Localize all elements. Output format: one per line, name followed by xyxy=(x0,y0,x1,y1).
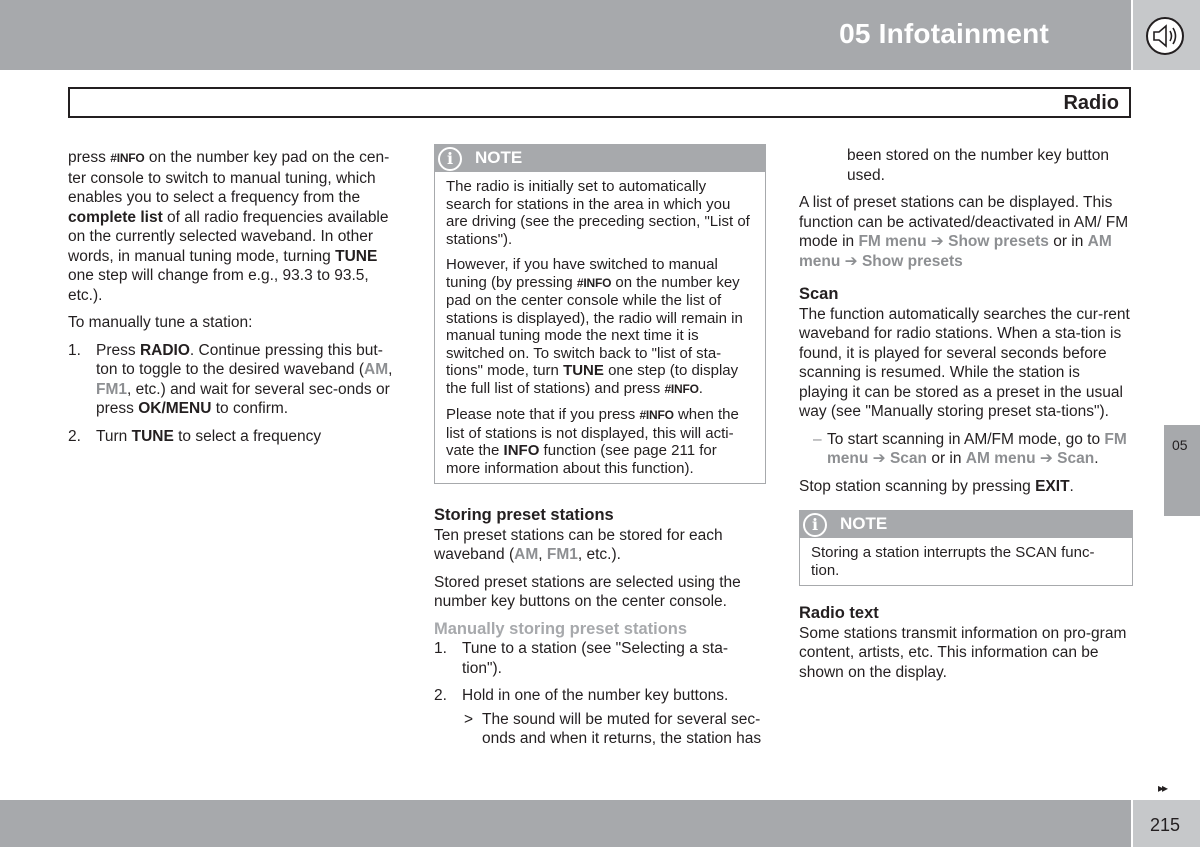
info-key-label: #INFO xyxy=(576,275,612,290)
text: when the list of stations is not displayed, this will acti-vate the xyxy=(446,406,739,459)
text: press xyxy=(68,149,106,166)
text: Hold in one of the number key buttons. xyxy=(462,687,729,704)
text: one step will change from e.g., 93.3 to 93.5, etc.). xyxy=(68,267,369,304)
text: To start scanning in AM/FM mode, go to xyxy=(827,430,1105,448)
scan-heading: Scan xyxy=(799,285,839,303)
chapter-header-bar xyxy=(0,0,1131,70)
note-paragraph xyxy=(446,256,754,398)
column-2 xyxy=(434,144,766,757)
text: one step (to display the full list of stations) and press xyxy=(446,362,739,397)
text: . xyxy=(1094,450,1099,467)
waveband-term: AM xyxy=(364,361,389,378)
page-number: 215 xyxy=(1150,815,1181,835)
menu-term: Show presets xyxy=(861,252,963,270)
list-item xyxy=(68,341,402,419)
footer-bar xyxy=(0,800,1131,847)
info-key-label: #INFO xyxy=(664,381,699,396)
info-key-label: #INFO xyxy=(639,408,674,422)
bold-term: EXIT xyxy=(1035,477,1070,495)
note-paragraph: Storing a station interrupts the SCAN func-tion. xyxy=(811,544,1095,579)
bold-term: TUNE xyxy=(563,362,604,379)
text: Press xyxy=(96,341,140,359)
storing-paragraph: Stored preset stations are selected using the number key buttons on the center console. xyxy=(434,573,741,610)
bold-term: OK/MENU xyxy=(138,400,212,417)
menu-term: FM menu xyxy=(827,430,1127,467)
stop-scan-paragraph xyxy=(799,477,1133,497)
info-icon: i xyxy=(803,513,827,537)
chapter-title: 05 Infotainment xyxy=(839,18,1049,49)
section-title: Radio xyxy=(1063,92,1119,114)
text: Tune to a station (see "Selecting a sta-tion"). xyxy=(462,640,728,677)
manual-tune-steps xyxy=(68,341,402,447)
menu-term: Show presets xyxy=(948,233,1049,250)
note-label: NOTE xyxy=(475,148,523,167)
side-tab-label: 05 xyxy=(1172,437,1188,453)
result-marker: > xyxy=(464,710,474,728)
note-body xyxy=(435,172,765,483)
note-header xyxy=(435,145,765,172)
text: function (see page 211 for more information about this function). xyxy=(446,442,717,477)
bold-term: INFO xyxy=(503,442,540,459)
waveband-term: AM xyxy=(514,546,539,563)
waveband-term: FM1 xyxy=(96,380,127,398)
info-key-label: #INFO xyxy=(110,151,145,165)
menu-term: AM menu xyxy=(799,233,1112,270)
text: on the number key pad on the center console while the list of stations is displayed), the radio will remain in manual tuning mode the next time it is switched on. To switch back to "list of sta-tions" mode, turn xyxy=(446,273,743,379)
text: A list of preset stations can be displayed. This function can be activated/deactivated in AM/ FM mode in xyxy=(799,194,1129,250)
text: Ten preset stations can be stored for each waveband ( xyxy=(434,526,723,563)
bold-term: TUNE xyxy=(335,247,378,265)
section-bar xyxy=(68,87,1131,118)
manual-tune-intro: To manually tune a station: xyxy=(68,314,253,331)
note-body xyxy=(800,538,1132,585)
result-note xyxy=(434,710,766,749)
column-3 xyxy=(799,146,1133,690)
text: , etc.) and wait for several sec-onds or press xyxy=(96,380,390,417)
info-icon: i xyxy=(438,147,462,171)
list-item xyxy=(434,639,766,678)
bold-term: TUNE xyxy=(131,427,174,445)
text: of all radio frequencies available on the currently selected waveband. In other words, in manual tuning mode, turning xyxy=(68,208,389,265)
menu-arrow: ➔ xyxy=(1039,450,1053,467)
chapter-side-tab xyxy=(1164,425,1200,516)
menu-term: FM menu xyxy=(858,233,927,250)
text: The sound will be muted for several sec-onds and when it returns, the station has xyxy=(482,710,762,747)
continued-marker: ▸▸ xyxy=(1158,781,1167,795)
text: . Continue pressing this but-ton to toggle to the desired waveband ( xyxy=(96,341,383,378)
column-1 xyxy=(68,148,402,454)
note-paragraph: The radio is initially set to automatically search for stations in the area in which you are driving (see the preceding section, "List of stations"). xyxy=(446,178,750,248)
storing-presets-heading: Storing preset stations xyxy=(434,506,614,524)
text: , xyxy=(538,546,547,563)
note-box xyxy=(434,144,766,484)
scan-paragraph: The function automatically searches the cur-rent waveband for radio stations. When a sta-tion is found, it is played for several seconds before scanning is resumed. While the station is playing it can be stored as a preset in the usual way (see "Manually storing preset sta-tions"). xyxy=(799,305,1130,420)
text: or in xyxy=(927,450,966,467)
list-item xyxy=(434,686,766,706)
waveband-term: FM1 xyxy=(546,546,578,563)
text: . xyxy=(698,379,703,397)
text: to select a frequency xyxy=(173,427,322,445)
text: or in xyxy=(1048,233,1088,250)
scan-instruction xyxy=(799,430,1133,469)
text: . xyxy=(1069,477,1074,495)
text: However, if you have switched to manual tuning (by pressing xyxy=(446,256,718,291)
manual-tuning-paragraph xyxy=(68,148,402,305)
text: Please note that if you press xyxy=(446,406,640,423)
text: , xyxy=(388,361,393,378)
storing-paragraph xyxy=(434,526,766,565)
note-header xyxy=(800,511,1132,538)
menu-term: Scan xyxy=(889,450,928,467)
menu-arrow: ➔ xyxy=(844,252,858,270)
menu-arrow: ➔ xyxy=(872,450,886,467)
show-presets-paragraph xyxy=(799,193,1133,271)
text: Turn xyxy=(96,427,132,445)
list-item xyxy=(68,427,402,447)
menu-arrow: ➔ xyxy=(930,233,944,250)
manual-storing-steps xyxy=(434,639,766,706)
continued-text: been stored on the number key button used. xyxy=(847,147,1109,184)
speaker-icon xyxy=(1144,16,1186,56)
dash-marker: – xyxy=(813,430,822,448)
note-box xyxy=(799,510,1133,586)
bold-term: complete list xyxy=(68,208,163,226)
manual-storing-heading: Manually storing preset stations xyxy=(434,619,688,638)
menu-term: Scan xyxy=(1057,450,1095,467)
menu-term: AM menu xyxy=(965,450,1036,467)
step-number: 1. xyxy=(434,640,447,657)
radio-text-paragraph: Some stations transmit information on pro-gram content, artists, etc. This information can be shown on the display. xyxy=(799,624,1127,681)
step-number: 2. xyxy=(68,427,81,445)
text: to confirm. xyxy=(211,400,289,417)
note-paragraph xyxy=(446,406,754,477)
text: Stop station scanning by pressing xyxy=(799,477,1036,495)
text: on the number key pad on the cen-ter console to switch to manual tuning, which enables you to select a frequency from the xyxy=(68,149,390,206)
bold-term: RADIO xyxy=(139,341,190,359)
note-label: NOTE xyxy=(840,514,888,533)
radio-text-heading: Radio text xyxy=(799,604,879,622)
step-number: 1. xyxy=(68,341,81,359)
step-number: 2. xyxy=(434,687,447,704)
text: , etc.). xyxy=(577,546,621,563)
